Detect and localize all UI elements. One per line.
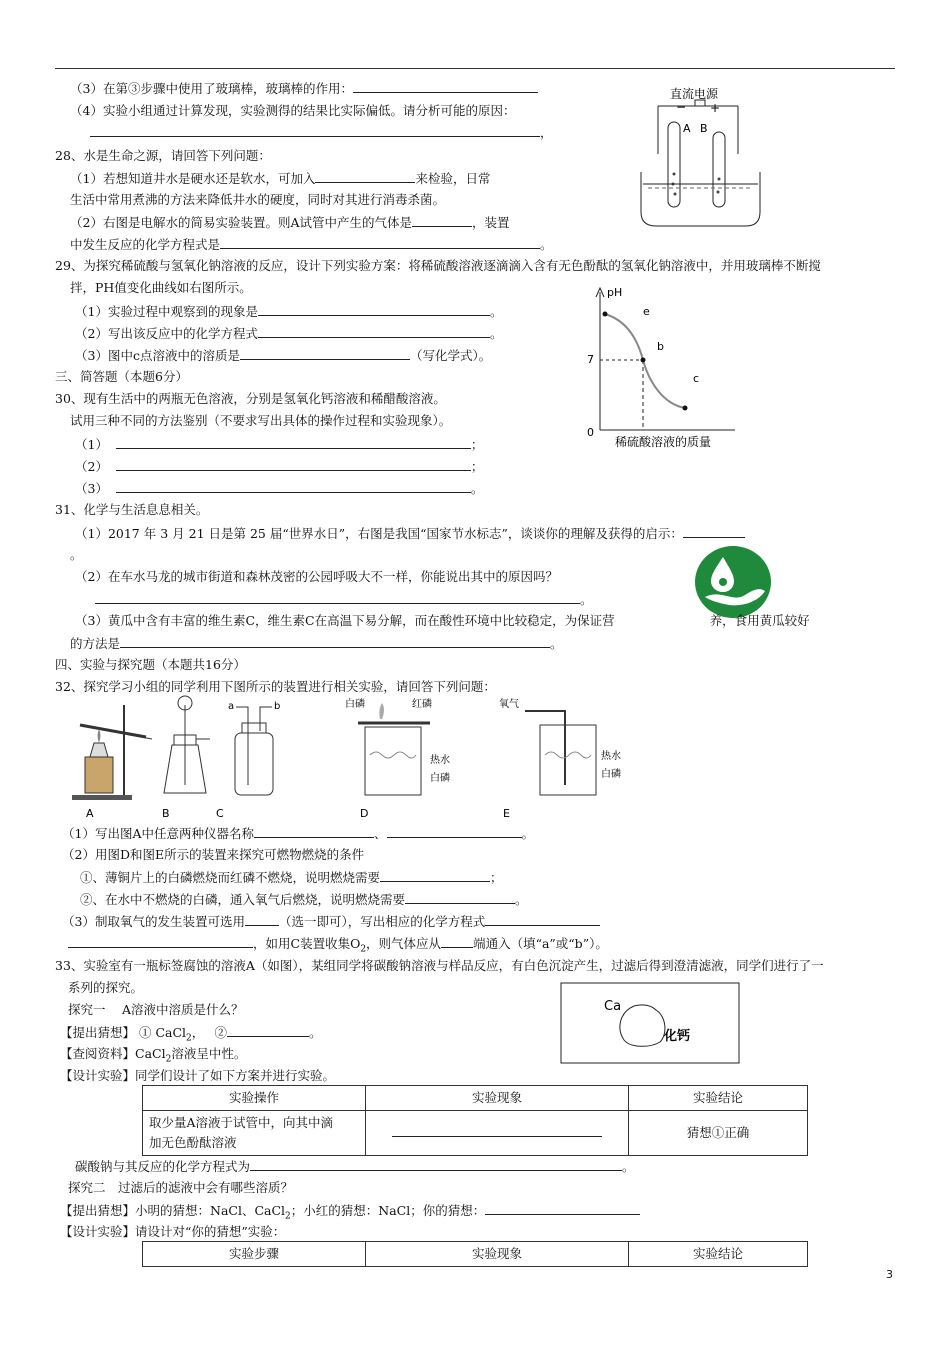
t2-header-concl: 实验结论 [629, 1242, 808, 1267]
q32-3c: ，如用C装置收集O [253, 936, 361, 951]
t1-header-op: 实验操作 [143, 1086, 366, 1111]
q28-title: 28、水是生命之源，请回答下列问题： [55, 148, 271, 163]
blank[interactable] [387, 825, 522, 838]
corroded-area [620, 1005, 665, 1046]
blank[interactable] [258, 325, 490, 338]
section-4-title: 四、实验与探究题（本题共16分） [55, 657, 246, 672]
q30-line1: 30、现有生活中的两瓶无色溶液，分别是氢氧化钙溶液和稀醋酸溶液。 [55, 391, 446, 406]
ph-curve-figure [585, 282, 745, 452]
d-red-label: 红磷 [412, 699, 432, 710]
t2-header-step: 实验步骤 [143, 1242, 366, 1267]
t1-op-cell [143, 1111, 366, 1156]
blank[interactable] [441, 935, 473, 948]
q32-3a: （3）制取氧气的发生装置可选用 [62, 914, 245, 929]
explore-2-guess: 【提出猜想】小明的猜想：NaCl、CaCl$_2$；小红的猜想：NaCl；你的猜想： [60, 1202, 640, 1225]
label-frame [561, 983, 739, 1063]
minus-sign: − [676, 100, 687, 114]
q28-2c-text: 中发生反应的化学方程式是 [70, 237, 221, 252]
blank[interactable] [258, 303, 490, 316]
e1-guess2-text: ， ② [191, 1025, 227, 1040]
q29-line1: 29、为探究稀硫酸与氢氧化钠溶液的反应，设计下列实验方案：将稀硫酸溶液逐滴滴入含有无色酚酞的氢氧化钠溶液中，并用玻璃棒不断搅 [55, 258, 821, 273]
corroded-label-figure [560, 982, 742, 1066]
label-b-app: B [162, 807, 170, 820]
q31-3c-text: 的方法是 [70, 636, 121, 651]
blank[interactable] [116, 436, 471, 449]
q33-line2: 系列的探究。 [68, 980, 144, 995]
q32-3d: ，则气体应从 [366, 936, 442, 951]
label-c: c [693, 372, 700, 385]
label-c-b: b [274, 701, 281, 712]
q32-2a: ①、薄铜片上的白磷燃烧而红磷不燃烧，说明燃烧需要 ； [80, 870, 503, 885]
apparatus-d [345, 697, 450, 820]
tube-a-label: A [683, 122, 691, 135]
d-white2-label: 白磷 [430, 773, 450, 784]
q31-1-end: 。 [70, 547, 83, 562]
q29-line2: 拌，PH值变化曲线如右图所示。 [70, 280, 252, 295]
blank[interactable] [90, 124, 540, 137]
blank[interactable] [116, 480, 471, 493]
label-d: D [360, 807, 369, 820]
blank[interactable] [120, 635, 550, 648]
apparatus-figures [60, 695, 510, 823]
explore-1-guess: 【提出猜想】 ① CaCl$_2$， ② 。 [60, 1025, 322, 1044]
q28-2 [70, 214, 510, 231]
explore-1-info: 【查阅资料】CaCl$_2$溶液呈中性。 [60, 1046, 247, 1065]
q31-1 [75, 525, 745, 542]
q32-1: （1）写出图A中任意两种仪器名称 、 。 [62, 826, 535, 841]
apparatus-a [72, 705, 152, 820]
label-a: A [86, 807, 94, 820]
label-ca: Ca [604, 999, 622, 1014]
q31-1-text: （1）2017 年 3 月 21 日是第 25 届“世界水日”，右图是我国“国家节水标志”，谈谈你的理解及获得的启示： [75, 526, 683, 541]
q30-3-label: （3） [75, 481, 108, 496]
apparatus-b [162, 696, 210, 820]
t2-header-phen: 实验现象 [366, 1242, 629, 1267]
d-white-label: 白磷 [345, 699, 365, 710]
water-saving-logo [693, 545, 773, 620]
blank[interactable] [116, 458, 471, 471]
ph-x-label: 稀硫酸溶液的质量 [615, 435, 712, 449]
q32-2: （2）用图D和图E所示的装置来探究可燃物燃烧的条件 [62, 847, 365, 862]
q32-title: 32、探究学习小组的同学利用下图所示的装置进行相关实验，请回答下列问题： [55, 679, 496, 694]
q31-title: 31、化学与生活息息相关。 [55, 502, 209, 517]
e1-guess-text: 【提出猜想】 ① CaCl [60, 1025, 187, 1040]
t1-op2: 加无色酚酞溶液 [149, 1135, 237, 1150]
e1-info-text: 【查阅资料】CaCl [60, 1046, 166, 1061]
blank[interactable] [250, 1158, 622, 1171]
blank[interactable] [353, 80, 538, 93]
q32-3-line2: ，如用C装置收集$O_2$，则气体应从 端通入（填“a”或“b”）。 [68, 935, 608, 958]
q32-3e: 端通入（填“a”或“b”）。 [473, 936, 608, 951]
d-hot-label: 热水 [430, 755, 450, 766]
q31-3c: 的方法是 。 [70, 636, 563, 651]
q30-2-label: （2） [75, 459, 108, 474]
q32-2a-text: ①、薄铜片上的白磷燃烧而红磷不燃烧，说明燃烧需要 [80, 870, 381, 885]
t1-header-concl: 实验结论 [629, 1086, 808, 1111]
e-white-label: 白磷 [601, 769, 621, 780]
ph-axis-label: pH [607, 286, 623, 299]
apparatus-e-figure [495, 695, 635, 823]
point-e [603, 312, 608, 317]
trough [641, 172, 760, 226]
q29-3a: （3）图中c点溶液中的溶质是 [75, 348, 240, 363]
q28-2b: ，装置 [471, 215, 510, 230]
q32-2b-text: ②、在水中不燃烧的白磷，通入氧气后燃烧，说明燃烧需要 [80, 892, 406, 907]
point-c [683, 406, 688, 411]
q29-1: （1）实验过程中观察到的现象是 。 [75, 304, 503, 319]
label-b: b [657, 340, 664, 353]
e2-guess2-text: ；小红的猜想：NaCl；你的猜想： [290, 1203, 486, 1218]
blank[interactable] [68, 935, 253, 948]
explore-1-design: 【设计实验】同学们设计了如下方案并进行实验。 [60, 1068, 336, 1083]
e1-info2-text: 溶液呈中性。 [171, 1046, 247, 1061]
q28-1b: 来检验，日常 [415, 171, 491, 186]
q29-2: （2）写出该反应中的化学方程式 。 [75, 326, 503, 341]
t1-op1: 取少量A溶液于试管中，向其中滴 [149, 1115, 334, 1130]
q32-2b: ②、在水中不燃烧的白磷，通入氧气后燃烧，说明燃烧需要 。 [80, 892, 528, 907]
q32-3b: （选一即可），写出相应的化学方程式 [278, 914, 486, 929]
blank[interactable] [245, 913, 279, 926]
q31-3b: 养，食用黄瓜较好 [709, 613, 810, 628]
q27-4: （4）实验小组通过计算发现，实验测得的结果比实际偏低。请分析可能的原因： [70, 103, 516, 118]
page-number: 3 [886, 1268, 893, 1281]
explore-1-eq: 碳酸钠与其反应的化学方程式为 。 [75, 1159, 635, 1174]
blank[interactable] [405, 891, 515, 904]
q30-1: （1） ； [75, 437, 484, 452]
label-e: e [643, 305, 650, 318]
experiment-table-1 [142, 1085, 808, 1156]
q30-line2: 试用三种不同的方法鉴别（不要求写出具体的操作过程和实验现象）。 [70, 413, 452, 428]
q31-3a: （3）黄瓜中含有丰富的维生素C，维生素C在高温下易分解，而在酸性环境中比较稳定，为保证营 [75, 613, 615, 628]
plus-sign: + [710, 101, 721, 115]
electrolysis-figure [638, 84, 763, 234]
blank[interactable] [683, 525, 745, 538]
blank[interactable] [315, 170, 415, 183]
tube-b-label: B [700, 122, 708, 135]
blank[interactable] [485, 1202, 640, 1215]
blank[interactable] [240, 347, 410, 360]
t1-phen-cell[interactable] [366, 1111, 629, 1156]
e-oxygen-label: 氧气 [499, 699, 519, 710]
e-hot-label: 热水 [601, 751, 621, 762]
q29-1-text: （1）实验过程中观察到的现象是 [75, 304, 258, 319]
blank[interactable] [485, 913, 600, 926]
q31-2-answer: 。 [95, 591, 593, 608]
ph-zero: 0 [587, 426, 594, 439]
q30-3: （3） 。 [75, 481, 484, 496]
power-label: 直流电源 [670, 87, 719, 101]
explore-2: 探究二 过滤后的滤液中会有哪些溶质？ [68, 1180, 294, 1195]
apparatus-c [216, 701, 280, 820]
explore-2-design: 【设计实验】请设计对“你的猜想”实验： [60, 1224, 286, 1239]
q28-1 [70, 170, 490, 187]
blank[interactable] [412, 214, 472, 227]
q31-3 [75, 613, 810, 629]
e2-guess-text: 【提出猜想】小明的猜想：NaCl、CaCl [60, 1203, 286, 1218]
blank[interactable] [95, 591, 580, 604]
e1-eq-text: 碳酸钠与其反应的化学方程式为 [75, 1159, 251, 1174]
q29-3 [75, 347, 491, 364]
experiment-table-2 [142, 1241, 808, 1267]
q28-2a: （2）右图是电解水的简易实验装置。则A试管中产生的气体是 [70, 215, 412, 230]
point-b [641, 358, 646, 363]
blank[interactable] [254, 825, 374, 838]
ph-seven: 7 [587, 353, 594, 366]
blank[interactable] [220, 236, 540, 249]
label-c-app: C [216, 807, 224, 820]
tube-b [713, 132, 725, 207]
q27-3-text: （3）在第③步骤中使用了玻璃棒，玻璃棒的作用： [70, 81, 353, 96]
q28-2c: 中发生反应的化学方程式是 。 [70, 237, 553, 252]
t1-header-phen: 实验现象 [366, 1086, 629, 1111]
q30-1-label: （1） [75, 437, 108, 452]
t1-concl-cell: 猜想①正确 [629, 1111, 808, 1156]
label-c-a: a [228, 701, 235, 712]
q31-2: （2）在车水马龙的城市街道和森林茂密的公园呼吸大不一样，你能说出其中的原因吗？ [75, 569, 558, 584]
q27-3 [70, 80, 538, 97]
q28-1c: 生活中常用煮沸的方法来降低井水的硬度，同时对其进行消毒杀菌。 [70, 192, 446, 207]
q29-3b: （写化学式）。 [409, 348, 492, 363]
header-rule [55, 68, 895, 69]
section-3-title: 三、简答题（本题6分） [55, 369, 188, 384]
label-e-app: E [503, 807, 510, 820]
q28-1a: （1）若想知道井水是硬水还是软水，可加入 [70, 171, 316, 186]
explore-1: 探究一 A溶液中溶质是什么？ [68, 1002, 244, 1017]
blank[interactable] [392, 1124, 602, 1137]
blank[interactable] [380, 869, 490, 882]
q30-2: （2） ； [75, 459, 484, 474]
q32-1-text: （1）写出图A中任意两种仪器名称 [62, 826, 254, 841]
blank[interactable] [227, 1024, 309, 1037]
q32-3 [62, 913, 600, 930]
label-hua: 化钙 [664, 1029, 691, 1044]
q27-4-answer: ， [90, 124, 553, 141]
q33-line1: 33、实验室有一瓶标签腐蚀的溶液A（如图），某组同学将碳酸钠溶液与样品反应，有白色沉淀产生，过滤后得到澄清滤液，同学们进行了一 [55, 958, 824, 973]
q29-2-text: （2）写出该反应中的化学方程式 [75, 326, 258, 341]
